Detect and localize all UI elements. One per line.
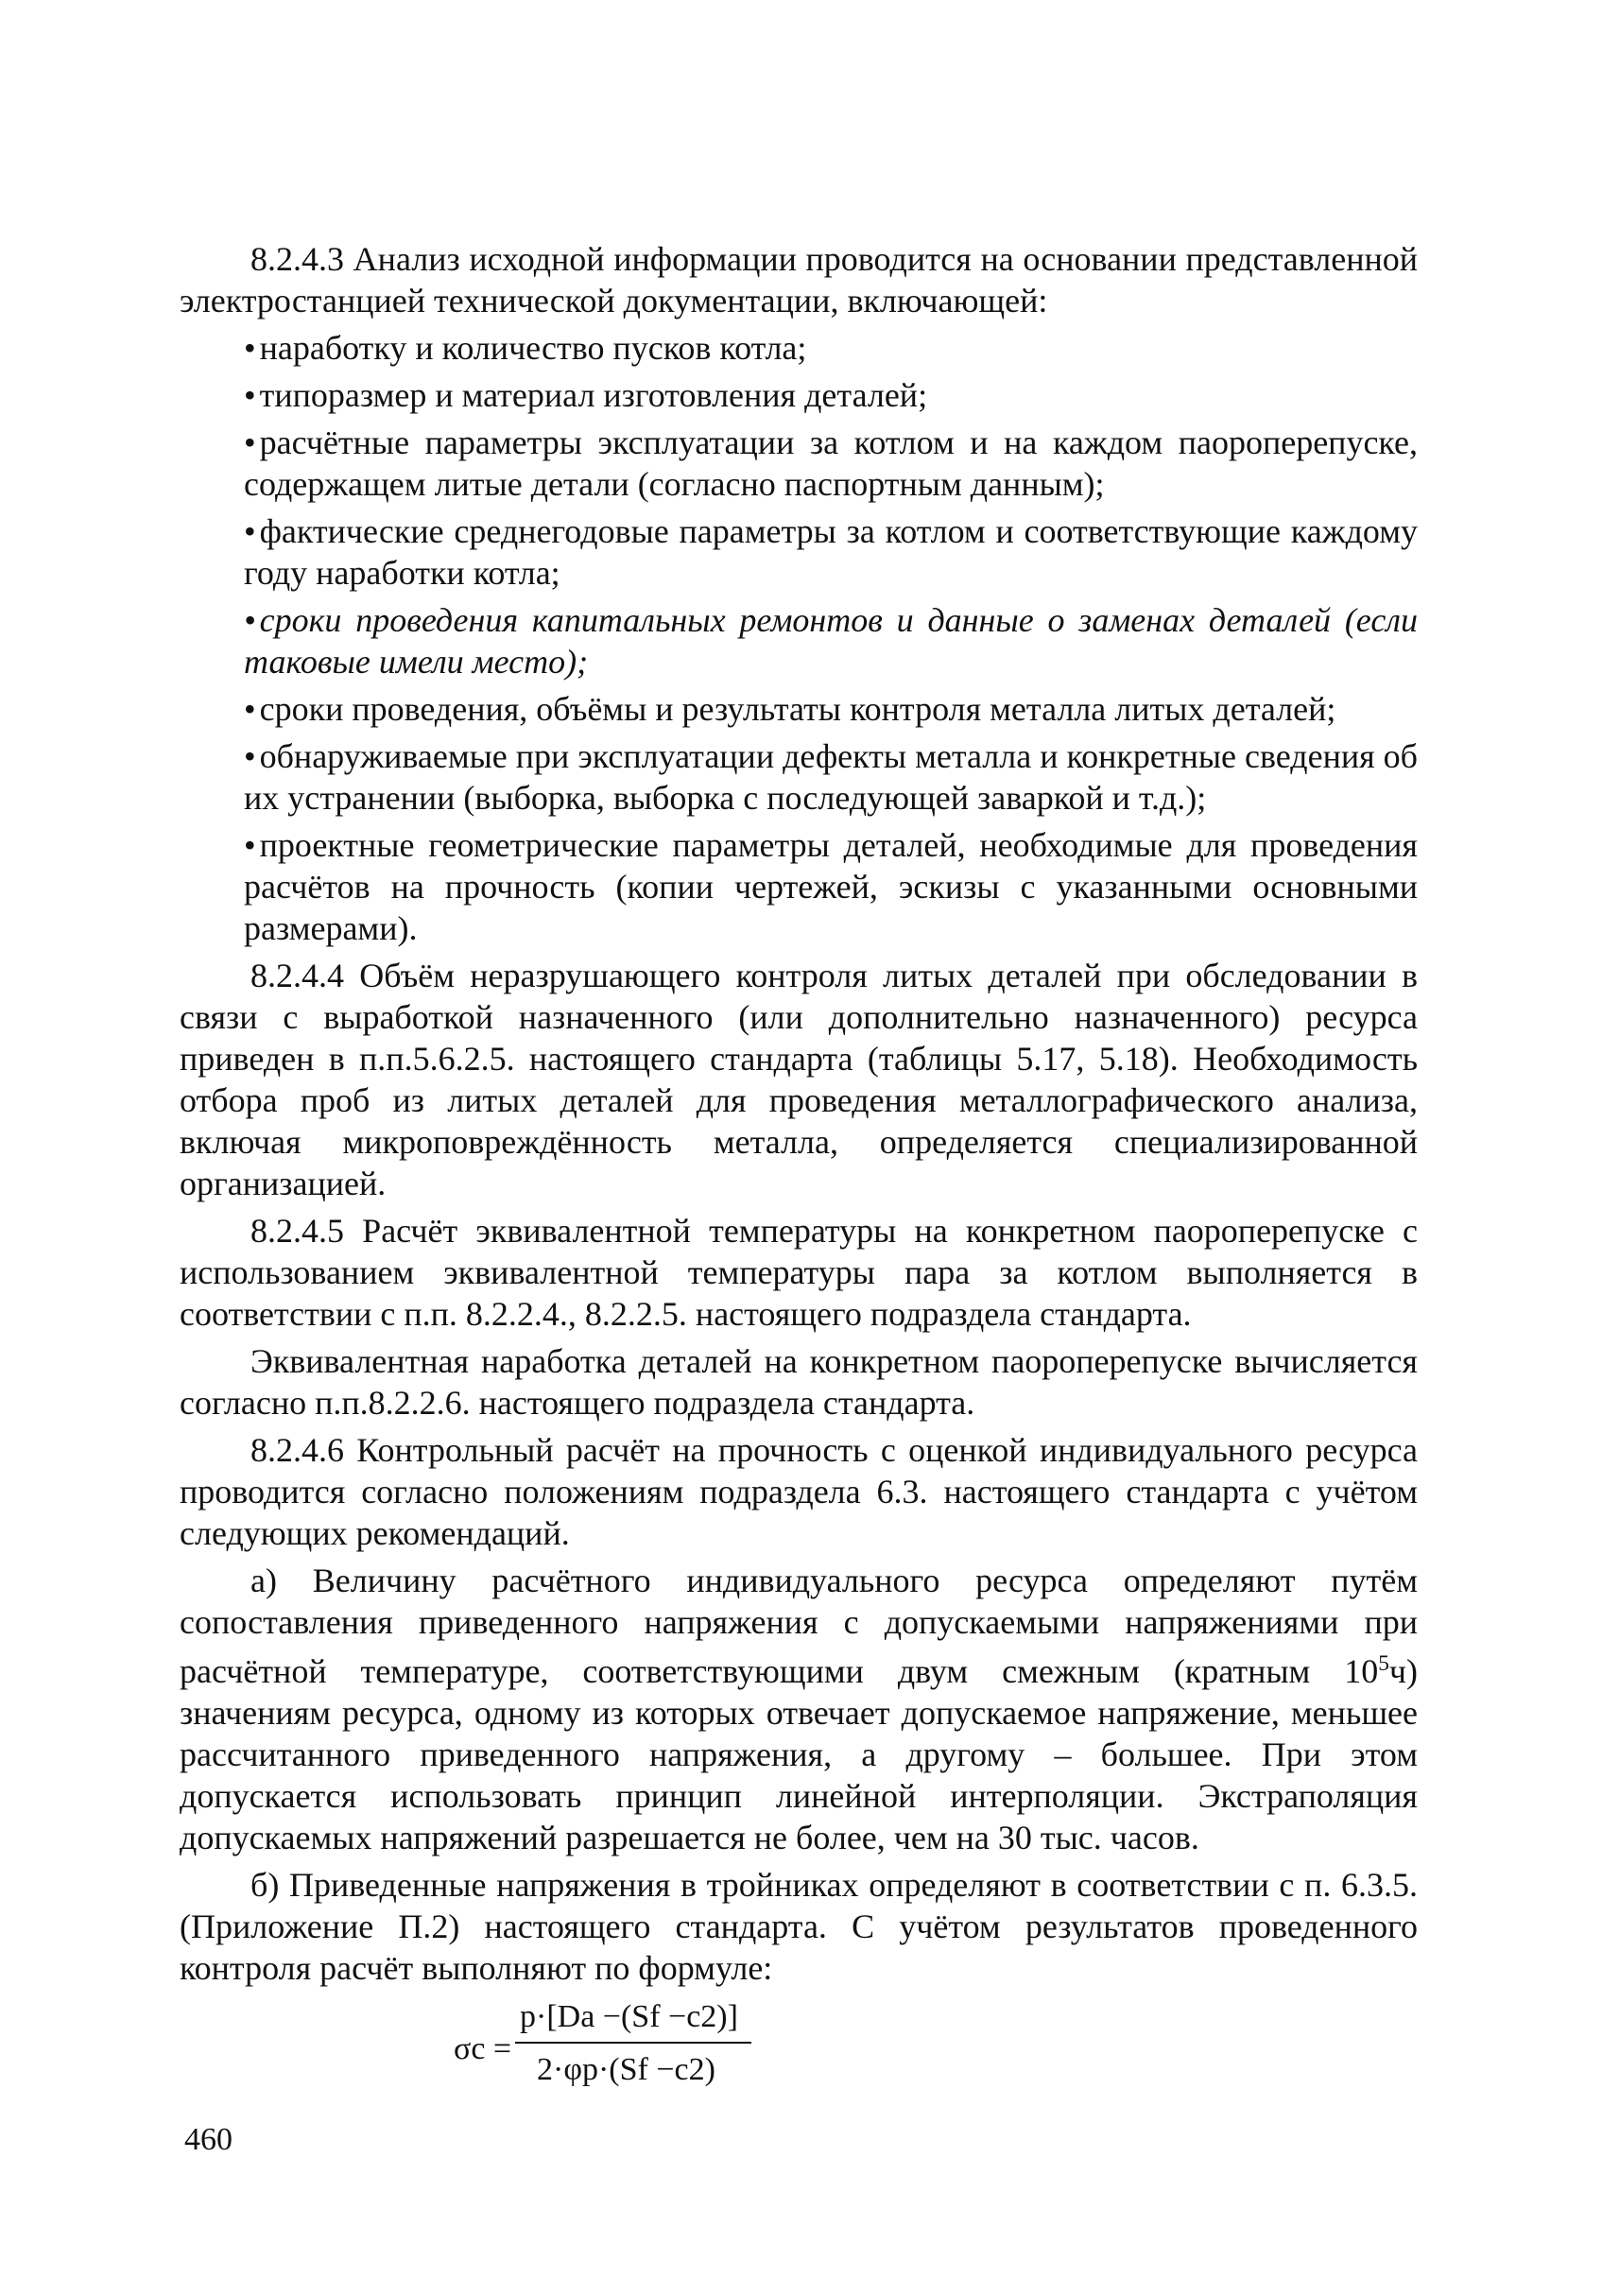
- bullet-icon: •: [244, 601, 256, 639]
- page-number: 460: [184, 2122, 233, 2157]
- bullet-icon: •: [244, 690, 256, 728]
- paragraph-8-2-4-3: 8.2.4.3 Анализ исходной информации проводится на основании представленной электростанцией технической документации, включающей:: [180, 240, 1418, 319]
- bullet-item: [244, 510, 1418, 594]
- document-body: [180, 238, 1418, 2100]
- paragraph-equivalent-operating-time: Эквивалентная наработка деталей на конкретном паороперепуске вычисляется согласно п.п.8.2.2.6. настоящего подраздела стандарта.: [180, 1342, 1418, 1422]
- paragraph-item-b: б) Приведенные напряжения в тройниках определяют в соответствии с п. 6.3.5.(Приложение П.2) настоящего стандарта. С учётом результатов проведенного контроля расчёт выполняют по формуле:: [180, 1866, 1418, 1987]
- bullet-icon: •: [244, 423, 256, 461]
- bullet-text: сроки проведения капитальных ремонтов и данные о заменах деталей (если таковые имели место);: [244, 601, 1418, 681]
- bullet-icon: •: [244, 376, 256, 414]
- bullet-icon: •: [244, 329, 256, 367]
- exponent: 5: [1378, 1651, 1389, 1676]
- paragraph-8-2-4-4: 8.2.4.4 Объём неразрушающего контроля литых деталей при обследовании в связи с выработкой назначенного (или дополнительно назначенного) ресурса приведен в п.п.5.6.2.5. настоящего стандарта (таблицы 5.17, 5.18). Необходимость отбора проб из литых деталей для проведения металлографического анализа, включая микроповреждённость металла, определяется специализированной организацией.: [180, 957, 1418, 1202]
- paragraph-8-2-4-5: 8.2.4.5 Расчёт эквивалентной температуры на конкретном паороперепуске с использованием эквивалентной температуры пара за котлом выполняется в соответствии с п.п. 8.2.2.4., 8.2.2.5. настоящего подраздела стандарта.: [180, 1212, 1418, 1333]
- bullet-text: фактические среднегодовые параметры за котлом и соответствующие каждому году наработки котла;: [244, 512, 1418, 592]
- paragraph-8-2-4-6: 8.2.4.6 Контрольный расчёт на прочность с оценкой индивидуального ресурса проводится согласно положениям подраздела 6.3. настоящего стандарта с учётом следующих рекомендаций.: [180, 1431, 1418, 1552]
- bullet-item: [244, 599, 1418, 682]
- stress-formula: [180, 1996, 1418, 2100]
- paragraph-item-a: [180, 1560, 1418, 1858]
- bullet-item: [244, 824, 1418, 949]
- bullet-text: расчётные параметры эксплуатации за котлом и на каждом паороперепуске, содержащем литые детали (согласно паспортным данным);: [244, 423, 1418, 503]
- bullet-item: [244, 374, 1418, 416]
- bullet-text: наработку и количество пусков котла;: [259, 329, 807, 367]
- formula-lhs: σc =: [454, 2031, 512, 2066]
- bullet-icon: •: [244, 512, 256, 550]
- bullet-text: сроки проведения, объёмы и результаты контроля металла литых деталей;: [259, 690, 1336, 728]
- paragraph-a-part1: а) Величину расчётного индивидуального ресурса определяют путём сопоставления приведенного напряжения с допускаемыми напряжениями при расчётной температуре, соответствующими двум смежным (кратным 10: [180, 1562, 1418, 1690]
- bullet-item: [244, 327, 1418, 369]
- bullet-icon: •: [244, 826, 256, 864]
- bullet-text: обнаруживаемые при эксплуатации дефекты металла и конкретные сведения об их устранении (выборка, выборка с последующей заваркой и т.д.);: [244, 737, 1418, 817]
- formula-denominator: 2·φp·(Sf −c2): [537, 2052, 715, 2087]
- bullet-item: [244, 422, 1418, 505]
- bullet-item: [244, 735, 1418, 819]
- fraction-bar: [515, 2042, 751, 2044]
- formula-numerator: p·[Da −(Sf −c2)]: [520, 1999, 738, 2034]
- bullet-text: типоразмер и материал изготовления деталей;: [259, 376, 928, 414]
- bullet-icon: •: [244, 737, 256, 775]
- bullet-item: [244, 688, 1418, 730]
- bullet-text: проектные геометрические параметры деталей, необходимые для проведения расчётов на прочность (копии чертежей, эскизы с указанными основными размерами).: [244, 826, 1418, 947]
- paragraph-a-part2: ч) значениям ресурса, одному из которых отвечает допускаемое напряжение, меньшее рассчитанного приведенного напряжения, а другому – большее. При этом допускается использовать принцип линейной интерполяции. Экстраполяция допускаемых напряжений разрешается не более, чем на 30 тыс. часов.: [180, 1652, 1418, 1856]
